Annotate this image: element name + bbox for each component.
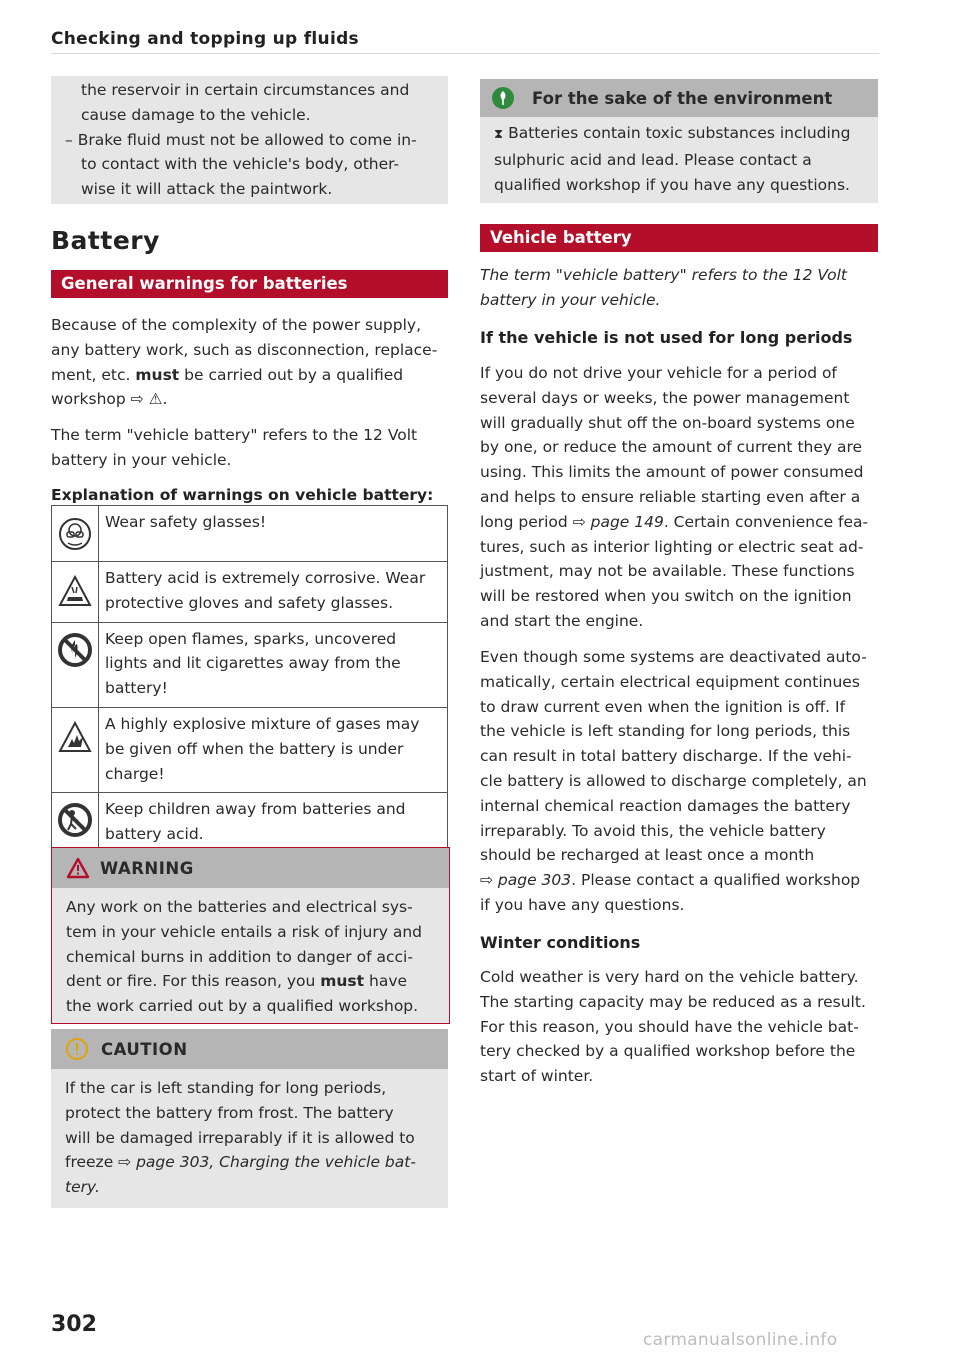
text-line: the vehicle is left standing for long periods, this [480,722,851,741]
text-line: ⇨ page 303. Please contact a qualified workshop [480,871,861,890]
note-bullet-line: – Brake fluid must not be allowed to come in- [65,130,417,149]
table-row [52,707,448,792]
text-line: several days or weeks, the power management [480,388,850,407]
note-line: cause damage to the vehicle. [81,105,311,124]
intro-note-box [51,76,448,204]
table-row [52,562,448,623]
page-header [51,27,879,54]
text-line: dent or fire. For this reason, you must have [66,972,408,991]
paragraph [51,423,448,473]
table-cell: Keep open flames, sparks, uncovered lights and lit cigarettes away from the battery! [99,622,448,707]
note-line: the reservoir in certain circumstances and [81,81,410,99]
text-line: workshop ⇨ ⚠. [51,390,168,409]
environment-header [480,79,878,117]
warning-box [51,847,450,1024]
caution-icon [65,1037,89,1061]
recycle-icon: ⧗ [494,127,504,142]
watermark: carmanualsonline.info [643,1330,838,1350]
text-line: chemical burns in addition to danger of acci- [66,947,413,966]
caution-header [51,1029,448,1069]
text-line: qualified workshop if you have any questions. [494,175,850,194]
chapter-title: Checking and topping up fluids [51,29,359,49]
text-line: The term "vehicle battery" refers to the 12 Volt [51,426,418,444]
note-bullet-line: to contact with the vehicle's body, other- [81,155,400,174]
table-cell: Battery acid is extremely corrosive. Wear protective gloves and safety glasses. [99,562,448,623]
paragraph [51,313,448,412]
text-line: protect the battery from frost. The battery [65,1103,394,1122]
table-cell: Wear safety glasses! [99,506,448,562]
table-row [52,622,448,707]
text-line: cle battery is allowed to discharge completely, an [480,771,867,790]
text-line: tures, such as interior lighting or electric seat ad- [480,537,864,556]
text-line: can result in total battery discharge. If the vehi- [480,747,852,766]
text-line: For this reason, you should have the vehicle bat- [480,1017,859,1036]
corrosive-icon [52,562,99,623]
text-line: ⧗ Batteries contain toxic substances including [494,124,851,142]
text-line: tery checked by a qualified workshop before the [480,1042,856,1061]
subheading: Winter conditions [480,933,641,952]
subsection-bar: Vehicle battery [480,224,878,252]
text-line: Cold weather is very hard on the vehicle battery. [480,968,859,986]
text-line: If the car is left standing for long periods, [65,1079,387,1097]
text-line: irreparably. To avoid this, the vehicle battery [480,821,826,840]
text-line: internal chemical reaction damages the battery [480,796,851,815]
paragraph [480,361,878,634]
note-bullet-line: wise it will attack the paintwork. [81,180,333,199]
text-line: long period ⇨ page 149. Certain convenience fea- [480,512,869,531]
intro-italic [480,263,847,313]
text-line: should be recharged at least once a month [480,846,815,865]
table-cell: Keep children away from batteries and battery acid. [99,793,448,854]
text-line: ment, etc. must be carried out by a qualified [51,365,404,384]
text-line: justment, may not be available. These functions [480,562,855,581]
text-line: any battery work, such as disconnection, replace- [51,340,438,359]
subsection-bar: General warnings for batteries [51,270,448,298]
text-line: and helps to ensure reliable starting even after a [480,487,861,506]
text-line: will be damaged irreparably if it is allowed to [65,1128,415,1147]
text-line: Any work on the batteries and electrical sys- [66,898,413,916]
section-title: Battery [51,226,160,255]
warning-label: WARNING [100,858,194,878]
text-line: will be restored when you switch on the ignition [480,587,852,606]
text-line: start of winter. [480,1067,594,1086]
paragraph [480,965,878,1089]
environment-icon [490,85,516,111]
text-line: freeze ⇨ page 303, Charging the vehicle bat- [65,1153,416,1172]
warning-header [52,847,449,888]
safety-glasses-icon [52,506,99,562]
subheading: If the vehicle is not used for long periods [480,328,853,347]
page-number: 302 [51,1312,97,1337]
explosive-icon [52,707,99,792]
page-link[interactable]: ⇨ page 303, Charging the vehicle bat- [118,1153,416,1172]
warning-triangle-icon [66,857,90,879]
table-row [52,793,448,854]
environment-label: For the sake of the environment [532,88,833,108]
no-flames-icon [52,622,99,707]
warning-symbols-table [51,505,448,854]
text-line: to draw current even when the ignition is off. If [480,697,846,716]
table-row [52,506,448,562]
page-link[interactable]: ⇨ page 303 [480,871,572,890]
table-cell: A highly explosive mixture of gases may be given off when the battery is under charge! [99,707,448,792]
text-line: battery in your vehicle. [51,450,232,469]
text-line: Even though some systems are deactivated auto- [480,648,867,666]
text-line: using. This limits the amount of power consumed [480,463,864,482]
keep-children-away-icon [52,793,99,854]
text-line: the work carried out by a qualified workshop. [66,997,419,1016]
text-line: sulphuric acid and lead. Please contact a [494,150,812,169]
text-line: and start the engine. [480,611,644,630]
text-line: Because of the complexity of the power supply, [51,316,422,334]
caution-box [51,1029,448,1208]
text-line: matically, certain electrical equipment continues [480,672,860,691]
text-line: tem in your vehicle entails a risk of injury and [66,922,423,941]
text-line: if you have any questions. [480,895,685,914]
page-link[interactable]: ⇨ page 149 [572,512,664,531]
text-line: The starting capacity may be reduced as a result. [480,992,866,1011]
caution-label: CAUTION [101,1039,188,1059]
page-link[interactable]: tery. [65,1178,100,1197]
paragraph [480,645,878,918]
text-line: The term "vehicle battery" refers to the 12 Volt [480,266,847,284]
environment-note [480,79,878,203]
text-line: by one, or reduce the amount of current they are [480,438,863,457]
text-line: will gradually shut off the on-board systems one [480,413,855,432]
table-heading: Explanation of warnings on vehicle battery: [51,486,434,504]
text-line: battery in your vehicle. [480,290,661,309]
text-line: If you do not drive your vehicle for a period of [480,364,837,382]
